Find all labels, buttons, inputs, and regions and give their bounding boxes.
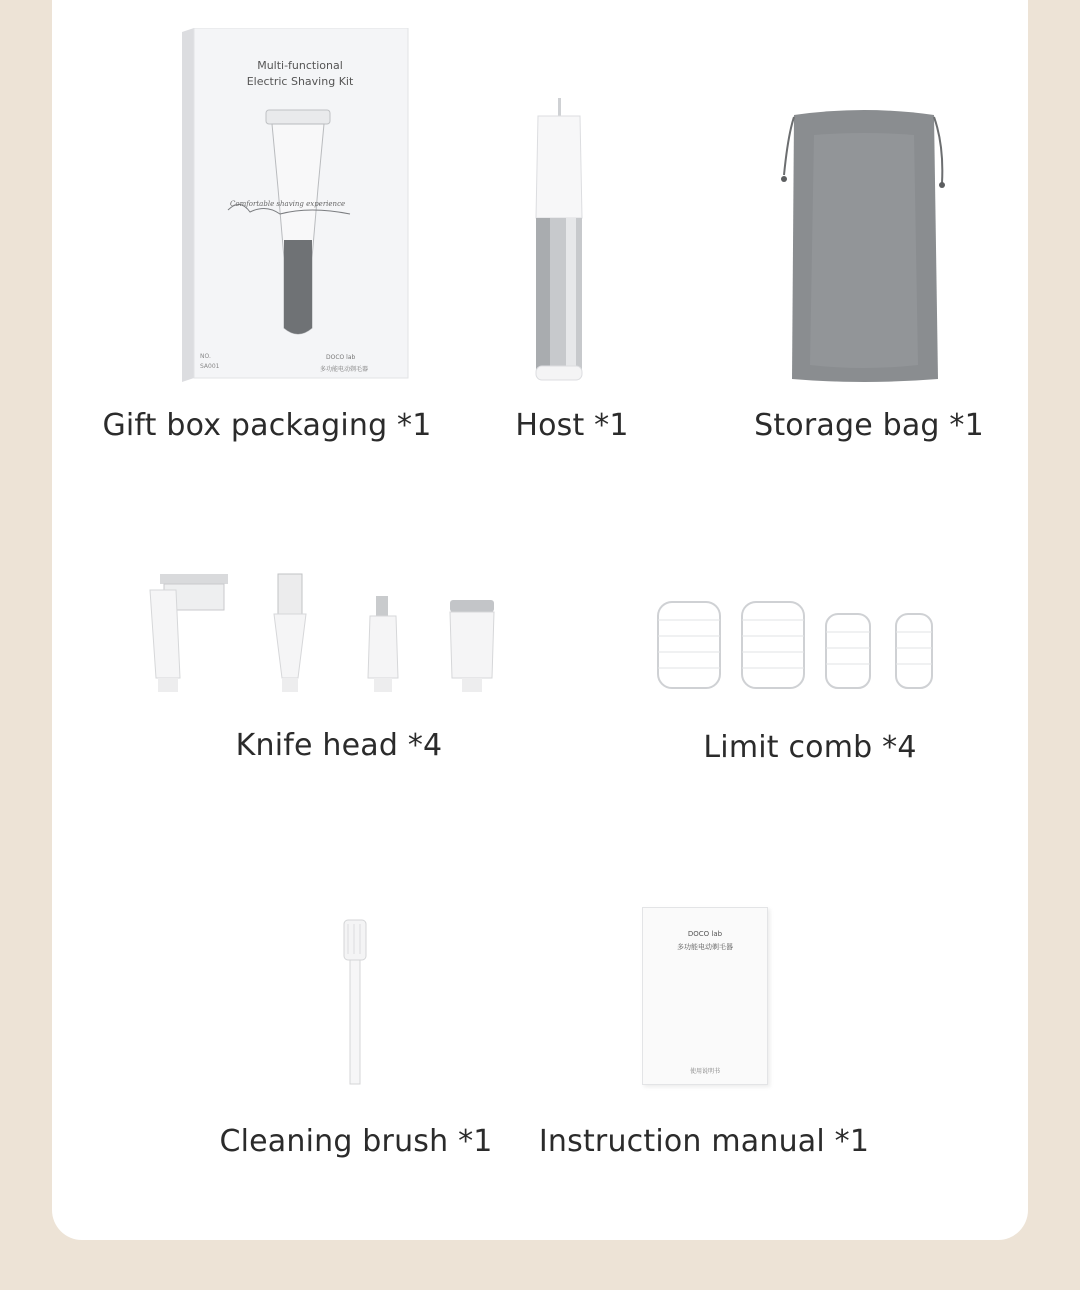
gift-box-model-label: NO. [200,353,211,360]
gift-box-script-text: Comfortable shaving experience [230,200,346,208]
cleaning-brush-label: Cleaning brush *1 [219,1124,493,1159]
instruction-manual-label: Instruction manual *1 [538,1124,870,1159]
shaver-host-image [530,98,590,384]
cleaning-brush-image [338,918,374,1088]
gift-box-title [210,58,390,90]
gift-box-image [180,28,410,383]
manual-brand: DOCO lab [687,930,723,938]
gift-box-model-no: SA001 [200,363,220,370]
knife-head-label: Knife head *4 [235,728,443,763]
instruction-manual-image [642,907,768,1085]
host-label: Host *1 [515,408,629,443]
gift-box-cn-name: 多功能电动剃毛器 [320,366,369,373]
limit-combs-image [652,596,952,696]
gift-box-title-line2: Electric Shaving Kit [246,75,354,88]
knife-heads-image [140,570,500,696]
product-contents-card [52,0,1028,1240]
storage-bag-label: Storage bag *1 [754,408,984,443]
manual-title: 多功能电动剃毛器 [677,943,733,951]
storage-bag-image [774,105,954,385]
limit-comb-label: Limit comb *4 [703,730,917,765]
gift-box-brand: DOCO lab [326,354,356,361]
manual-footer: 使用说明书 [689,1068,720,1075]
gift-box-label: Gift box packaging *1 [102,408,432,443]
gift-box-title-line1: Multi-functional [257,59,343,72]
